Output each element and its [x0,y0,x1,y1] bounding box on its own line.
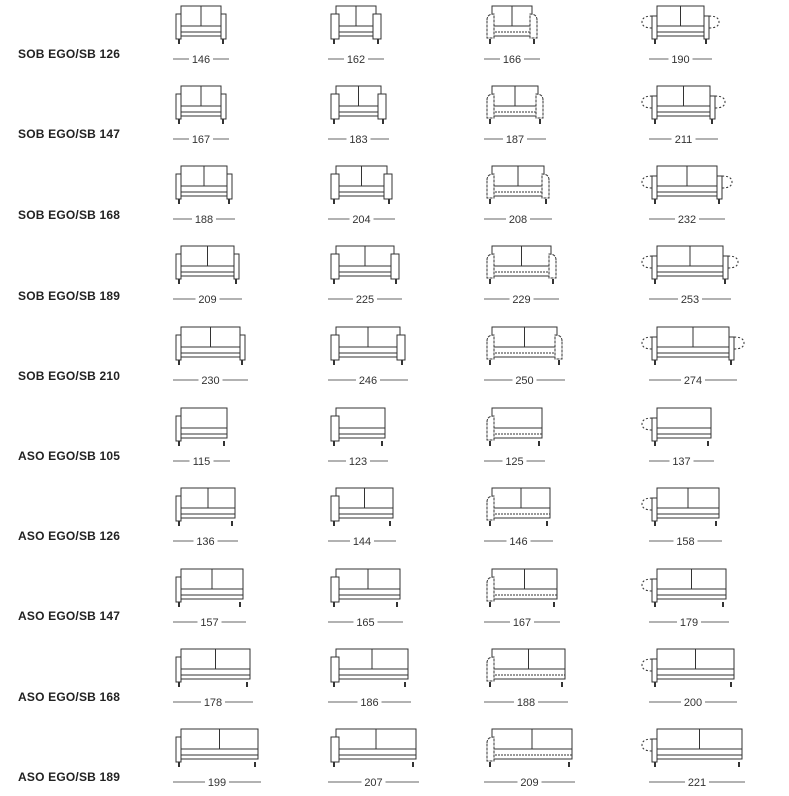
arm-left [331,577,339,602]
sofa-diagram [328,327,408,387]
seat [181,106,221,116]
arm-flap-left [642,659,652,671]
width-dimension [173,374,248,387]
width-label: 178 [203,697,223,709]
width-dimension [328,293,402,306]
arm-right [391,254,399,279]
arm-right [234,254,239,279]
arm-left [652,418,657,441]
seat [181,428,227,438]
sofa-diagram [328,729,419,789]
width-dimension [484,293,559,306]
sofa-diagram [642,246,738,306]
seat [492,26,532,36]
back-cushion [181,408,227,428]
sofa-diagram [484,86,546,146]
width-label: 167 [191,134,211,146]
width-dimension [484,696,568,709]
width-dimension [484,53,540,66]
width-label: 188 [516,697,536,709]
sofa-diagram [328,408,388,468]
sofa-diagram [484,569,560,629]
row-label: SOB EGO/SB 126 [18,47,121,61]
width-label: 209 [520,777,539,789]
arm-left [652,256,657,279]
arm-left [652,498,657,521]
seat [492,749,572,759]
width-dimension [173,535,238,548]
arm-left [331,496,339,521]
width-label: 190 [671,54,690,66]
row-label: SOB EGO/SB 210 [18,369,121,383]
arm-left [652,16,657,39]
sofa-diagram [642,569,729,629]
width-dimension [649,696,737,709]
seat [657,106,710,116]
width-label: 179 [679,617,699,629]
width-dimension [328,776,419,789]
seat [181,669,250,679]
sofa-diagram [484,166,552,226]
arm-right [397,335,405,360]
arm-flap-right [734,337,744,349]
sofa-diagram [484,649,568,709]
width-label: 157 [200,617,219,629]
seat [657,589,726,599]
width-dimension [328,53,384,66]
sofa-diagram [173,408,230,468]
row-label: ASO EGO/SB 126 [18,529,121,543]
width-dimension [649,53,712,66]
arm-right [378,94,386,119]
arm-right [536,94,543,118]
sofa-diagram [328,86,389,146]
width-label: 167 [512,617,532,629]
arm-left [331,174,339,199]
sofa-diagram [328,246,402,306]
arm-flap-right [728,256,738,268]
width-label: 274 [683,375,703,387]
arm-left [176,737,181,762]
seat [657,428,711,438]
width-dimension [649,776,745,789]
arm-left [176,335,181,360]
width-dimension [173,696,253,709]
width-dimension [328,616,403,629]
arm-left [176,496,181,521]
sofa-diagram [173,166,235,226]
sofa-diagram [328,488,396,548]
width-dimension [328,374,408,387]
arm-right [717,176,722,199]
width-dimension [484,616,560,629]
arm-right [227,174,232,199]
row-label: SOB EGO/SB 189 [18,289,121,303]
arm-flap-left [642,16,652,28]
sofa-diagram [328,649,411,709]
seat [336,347,400,357]
seat [336,508,393,518]
arm-right [542,174,549,198]
width-dimension [328,535,396,548]
seat [181,186,227,196]
row-label: SOB EGO/SB 147 [18,127,121,141]
sofa-diagram [484,327,565,387]
arm-flap-left [642,579,652,591]
width-dimension [328,455,388,468]
arm-left [487,657,494,681]
width-label: 144 [352,536,372,548]
arm-right [373,14,381,39]
arm-left [487,254,494,278]
sofa-diagram [484,729,575,789]
seat [657,186,717,196]
arm-left [331,254,339,279]
sofa-diagram [484,246,559,306]
width-dimension [649,213,725,226]
width-label: 188 [194,214,214,226]
width-label: 246 [358,375,378,387]
width-label: 211 [674,134,693,146]
width-dimension [173,213,235,226]
sofa-diagram [642,408,714,468]
seat [336,266,394,276]
width-label: 115 [192,456,211,468]
arm-left [331,335,339,360]
seat [181,26,221,36]
seat [336,749,416,759]
back-cushion [492,408,542,428]
arm-left [652,579,657,602]
sofa-diagram [173,327,248,387]
sofa-diagram [173,488,238,548]
sofa-diagram [173,649,253,709]
seat [657,266,723,276]
sofa-diagram [328,569,403,629]
arm-flap-left [642,337,652,349]
width-dimension [484,776,575,789]
row-label: ASO EGO/SB 147 [18,609,121,623]
width-dimension [649,293,731,306]
width-label: 204 [352,214,371,226]
width-dimension [173,776,261,789]
arm-right [384,174,392,199]
width-dimension [649,455,714,468]
width-label: 199 [207,777,227,789]
arm-left [487,737,494,761]
width-dimension [484,535,553,548]
sofa-diagram [642,488,722,548]
arm-left [176,254,181,279]
width-label: 232 [677,214,697,226]
width-label: 230 [201,375,220,387]
width-dimension [484,133,546,146]
seat [336,106,381,116]
seat [336,589,400,599]
seat [492,186,544,196]
arm-left [176,174,181,199]
arm-right [221,14,226,39]
back-cushion [657,408,711,428]
width-label: 162 [346,54,366,66]
width-dimension [328,696,411,709]
arm-left [331,94,339,119]
arm-flap-right [715,96,725,108]
width-label: 125 [505,456,524,468]
arm-flap-left [642,256,652,268]
arm-left [487,174,494,198]
sofa-diagram [642,166,732,226]
width-dimension [173,293,242,306]
sofa-diagram [642,649,737,709]
arm-flap-right [709,16,719,28]
seat [657,347,729,357]
arm-left [331,416,339,441]
arm-left [487,577,494,601]
width-label: 229 [512,294,531,306]
sofa-diagram [173,6,229,66]
seat [181,749,258,759]
arm-flap-right [722,176,732,188]
width-dimension [484,374,565,387]
width-dimension [649,374,737,387]
arm-right [549,254,556,278]
arm-left [487,496,494,520]
width-label: 137 [672,456,691,468]
seat [657,749,742,759]
seat [492,347,557,357]
row-label: SOB EGO/SB 168 [18,208,121,222]
sofa-diagram [328,6,384,66]
arm-left [487,94,494,118]
sofa-diagram [173,569,246,629]
seat [336,186,387,196]
width-label: 200 [683,697,703,709]
arm-right [240,335,245,360]
width-dimension [173,616,246,629]
seat [492,106,538,116]
width-label: 146 [191,54,211,66]
seat [492,589,557,599]
seat [336,669,408,679]
arm-left [652,96,657,119]
arm-left [652,659,657,682]
arm-flap-left [642,498,652,510]
seat [492,508,550,518]
sofa-diagram [173,86,229,146]
seat [657,508,719,518]
width-dimension [649,616,729,629]
width-label: 165 [356,617,375,629]
arm-left [176,14,181,39]
arm-left [176,577,181,602]
row-label: ASO EGO/SB 168 [18,690,121,704]
arm-left [652,739,657,762]
width-label: 253 [680,294,700,306]
arm-right [555,335,562,359]
width-label: 158 [676,536,695,548]
arm-flap-left [642,176,652,188]
arm-left [176,94,181,119]
width-dimension [173,133,229,146]
sofa-diagram [484,6,540,66]
width-label: 186 [360,697,379,709]
seat [181,347,240,357]
seat [336,26,376,36]
arm-left [652,176,657,199]
width-dimension [173,53,229,66]
arm-left [176,416,181,441]
seat [492,266,551,276]
seat [181,508,235,518]
arm-left [487,14,494,38]
arm-right [530,14,537,38]
seat [336,428,385,438]
arm-right [723,256,728,279]
width-dimension [328,133,389,146]
arm-right [710,96,715,119]
sofa-diagram [173,729,261,789]
seat [492,669,565,679]
arm-left [331,737,339,762]
width-label: 208 [508,214,528,226]
sofa-diagram [484,488,553,548]
sofa-diagram [642,6,719,66]
arm-left [331,657,339,682]
seat [181,589,243,599]
width-label: 123 [348,456,368,468]
arm-right [729,337,734,360]
arm-flap-left [642,739,652,751]
arm-right [221,94,226,119]
seat [181,266,234,276]
arm-left [487,416,494,440]
width-label: 221 [687,777,707,789]
width-label: 209 [198,294,217,306]
width-label: 250 [515,375,534,387]
width-label: 136 [196,536,215,548]
sofa-diagram [642,327,744,387]
width-dimension [484,455,545,468]
seat [492,428,542,438]
seat [657,26,704,36]
width-dimension [649,535,722,548]
width-label: 146 [509,536,528,548]
sofa-diagram [328,166,395,226]
row-label: ASO EGO/SB 105 [18,449,121,463]
width-label: 166 [502,54,522,66]
width-label: 225 [355,294,375,306]
width-dimension [484,213,552,226]
sofa-diagram [484,408,545,468]
arm-left [652,337,657,360]
arm-left [487,335,494,359]
sofa-diagram [642,729,745,789]
arm-flap-left [642,418,652,430]
seat [657,669,734,679]
width-dimension [173,455,230,468]
arm-flap-left [642,96,652,108]
back-cushion [336,408,385,428]
width-label: 183 [349,134,368,146]
width-dimension [649,133,718,146]
sofa-diagram [642,86,725,146]
width-label: 187 [505,134,525,146]
width-label: 207 [364,777,383,789]
arm-left [331,14,339,39]
sofa-diagram [173,246,242,306]
arm-right [704,16,709,39]
row-label: ASO EGO/SB 189 [18,770,121,784]
arm-left [176,657,181,682]
width-dimension [328,213,395,226]
